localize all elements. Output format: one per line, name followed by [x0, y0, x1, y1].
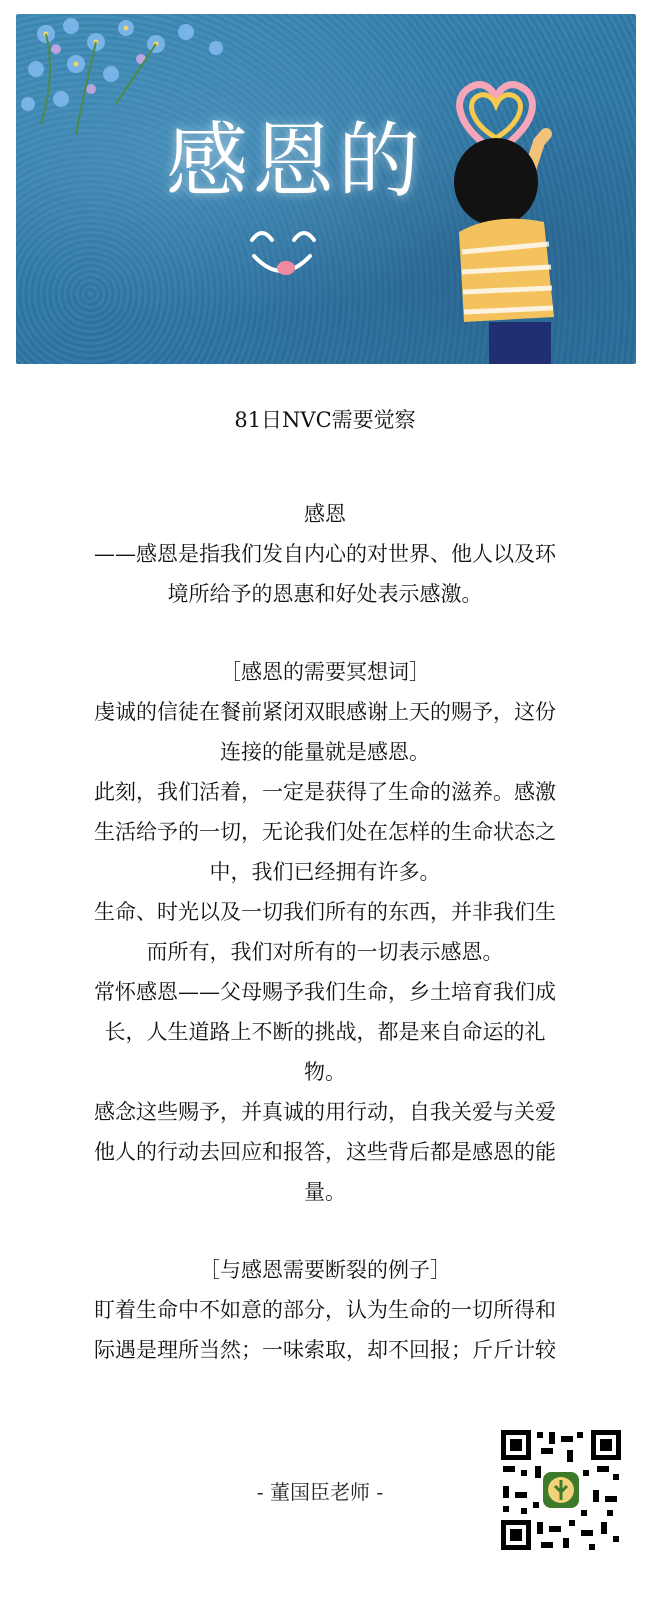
banner-title: 感恩的 — [166, 114, 425, 209]
meditation-paragraph: 此刻，我们活着，一定是获得了生命的滋养。感激生活给予的一切，无论我们处在怎样的生命状态之中，我们已经拥有许多。 — [94, 780, 556, 884]
section-title-gratitude: 感恩 — [304, 502, 346, 526]
examples-paragraph: 盯着生命中不如意的部分，认为生命的一切所得和际遇是理所当然；一味索取，却不回报；斤斤计较 — [94, 1298, 556, 1362]
qr-code-icon[interactable] — [497, 1426, 625, 1554]
smiley-face-icon — [244, 226, 324, 286]
banner-image — [16, 14, 636, 364]
gratitude-definition: ——感恩是指我们发自内心的对世界、他人以及环境所给予的恩惠和好处表示感激。 — [94, 542, 556, 606]
section-title-meditation: ［感恩的需要冥想词］ — [220, 660, 430, 684]
article-heading: 81日NVC需要觉察 — [234, 408, 416, 432]
meditation-paragraph: 虔诚的信徒在餐前紧闭双眼感谢上天的赐予，这份连接的能量就是感恩。 — [94, 700, 556, 764]
author-signature: - 董国臣老师 - — [256, 1480, 384, 1504]
meditation-paragraph: 感念这些赐予，并真诚的用行动，自我关爱与关爱他人的行动去回应和报答，这些背后都是感恩的能量。 — [94, 1100, 556, 1204]
section-title-examples: ［与感恩需要断裂的例子］ — [199, 1258, 451, 1282]
child-illustration — [434, 72, 574, 364]
meditation-paragraph: 常怀感恩——父母赐予我们生命，乡土培育我们成长，人生道路上不断的挑战，都是来自命运的礼物。 — [94, 980, 556, 1084]
article — [0, 400, 650, 1370]
meditation-paragraph: 生命、时光以及一切我们所有的东西，并非我们生而所有，我们对所有的一切表示感恩。 — [94, 900, 556, 964]
